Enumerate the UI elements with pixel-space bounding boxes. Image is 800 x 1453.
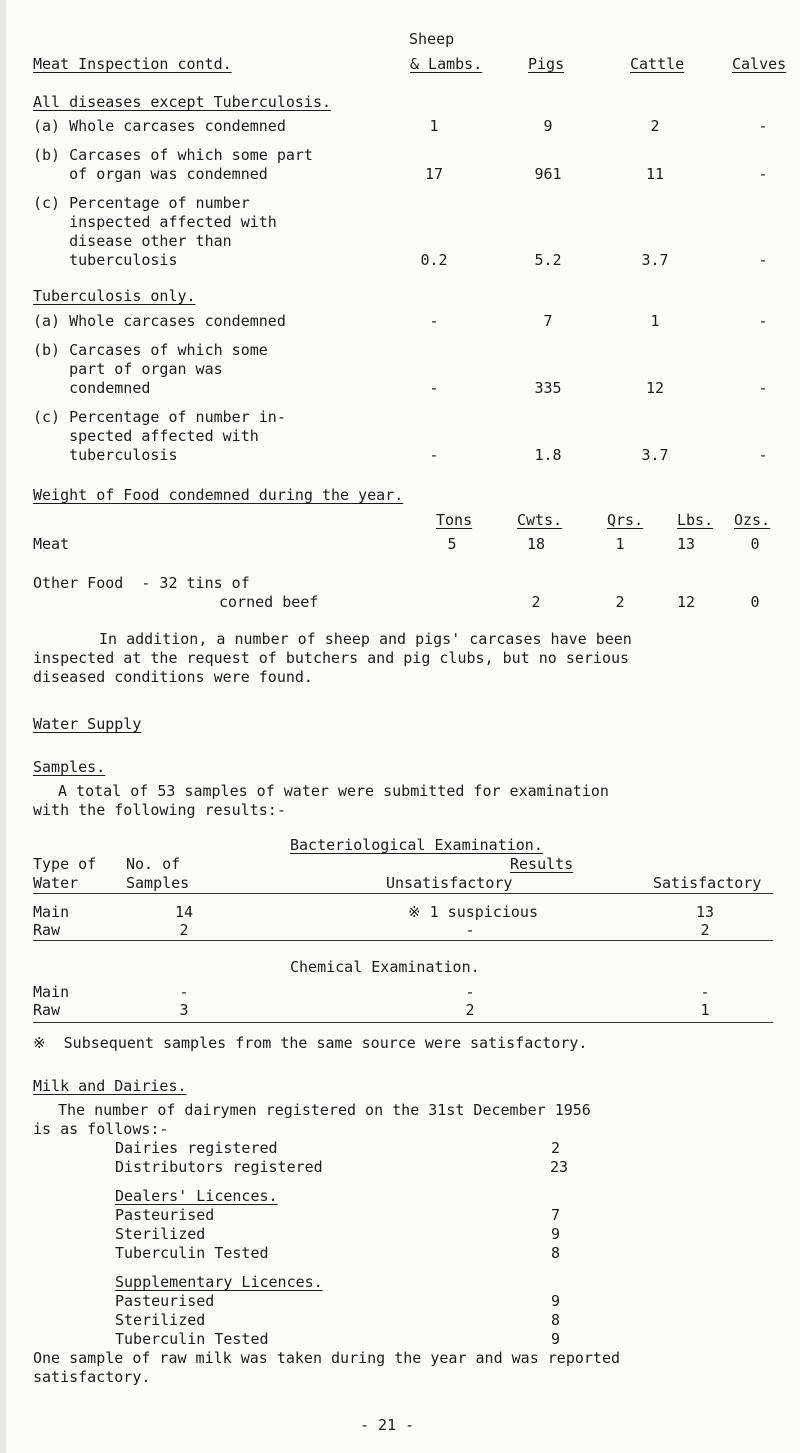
cell-calves: -	[758, 165, 768, 183]
cell-lbs: 12	[676, 593, 696, 611]
list-item-label: Distributors registered	[115, 1158, 323, 1176]
cell-pigs: 9	[543, 117, 553, 135]
col-sheep-line2: & Lambs.	[410, 55, 483, 73]
cell-cattle: 3.7	[641, 251, 669, 269]
col-pigs: Pigs	[528, 55, 565, 73]
col-type-line1: Type of	[33, 855, 97, 873]
cell-sheep: -	[429, 446, 439, 464]
cell-satisfactory: 13	[695, 903, 715, 921]
cell-ozs: 0	[750, 535, 760, 553]
subheading-supplementary: Supplementary Licences.	[115, 1273, 323, 1291]
row-label: (b) Carcases of which some part	[33, 146, 313, 164]
row-label: (b) Carcases of which some	[33, 341, 268, 359]
other-food-label: Other Food - 32 tins of	[33, 574, 250, 592]
cell-pigs: 335	[534, 379, 562, 397]
section-heading-milk: Milk and Dairies.	[33, 1077, 187, 1095]
list-item-value: 9	[550, 1330, 560, 1348]
list-item-label: Pasteurised	[115, 1292, 215, 1310]
cell-no: 3	[179, 1001, 189, 1019]
cell-qrs: 2	[615, 593, 625, 611]
paragraph-line: satisfactory.	[33, 1368, 151, 1386]
cell-no: 14	[174, 903, 194, 921]
cell-unsatisfactory: ※ 1 suspicious	[408, 903, 538, 921]
cell-sheep: -	[429, 379, 439, 397]
list-item-value: 8	[550, 1311, 560, 1329]
bacteriological-heading: Bacteriological Examination.	[290, 836, 543, 854]
col-no-line1: No. of	[126, 855, 181, 873]
col-unsatisfactory: Unsatisfactory	[386, 874, 513, 892]
cell-pigs: 961	[534, 165, 562, 183]
list-item-label: Tuberculin Tested	[115, 1244, 269, 1262]
row-label: tuberculosis	[33, 446, 178, 464]
meat-label: Meat	[33, 535, 70, 553]
cell-calves: -	[758, 312, 768, 330]
cell-pigs: 7	[543, 312, 553, 330]
cell-type: Main	[33, 903, 70, 921]
row-label: disease other than	[33, 232, 232, 250]
cell-cattle: 11	[645, 165, 665, 183]
row-label: (a) Whole carcases condemned	[33, 117, 286, 135]
col-lbs: Lbs.	[677, 511, 714, 529]
col-results: Results	[510, 855, 574, 873]
chemical-heading: Chemical Examination.	[290, 958, 480, 976]
subheading-samples: Samples.	[33, 758, 106, 776]
cell-cwts: 2	[531, 593, 541, 611]
col-satisfactory: Satisfactory	[653, 874, 762, 892]
cell-no: -	[179, 983, 189, 1001]
cell-type: Raw	[33, 921, 61, 939]
section-heading-tb-only: Tuberculosis only.	[33, 287, 196, 305]
section-heading-all-diseases: All diseases except Tuberculosis.	[33, 93, 332, 111]
section-heading-weight: Weight of Food condemned during the year.	[33, 486, 404, 504]
cell-calves: -	[758, 251, 768, 269]
cell-satisfactory: 2	[700, 921, 710, 939]
row-label: tuberculosis	[33, 251, 178, 269]
col-type-line2: Water	[33, 874, 79, 892]
paragraph-line: The number of dairymen registered on the 31st December 1956	[58, 1101, 591, 1119]
table-rule	[33, 1022, 773, 1023]
col-tons: Tons	[436, 511, 473, 529]
cell-calves: -	[758, 446, 768, 464]
cell-cattle: 1	[650, 312, 660, 330]
paragraph-line: inspected at the request of butchers and pig clubs, but no serious	[33, 649, 630, 667]
cell-qrs: 1	[615, 535, 625, 553]
paragraph-line: diseased conditions were found.	[33, 668, 313, 686]
page-number: - 21 -	[360, 1416, 415, 1434]
row-label: spected affected with	[33, 427, 259, 445]
paragraph-line: In addition, a number of sheep and pigs' carcases have been	[99, 630, 632, 648]
row-label: part of organ was	[33, 360, 223, 378]
paragraph-line: with the following results:-	[33, 801, 286, 819]
cell-cattle: 2	[650, 117, 660, 135]
row-label: (c) Percentage of number in-	[33, 408, 286, 426]
cell-sheep: -	[429, 312, 439, 330]
cell-no: 2	[179, 921, 189, 939]
list-item-value: 9	[550, 1292, 560, 1310]
list-item-label: Tuberculin Tested	[115, 1330, 269, 1348]
col-no-line2: Samples	[126, 874, 190, 892]
cell-type: Main	[33, 983, 70, 1001]
list-item-label: Sterilized	[115, 1225, 206, 1243]
list-item-value: 8	[550, 1244, 560, 1262]
cell-pigs: 5.2	[534, 251, 562, 269]
cell-calves: -	[758, 117, 768, 135]
subheading-dealers: Dealers' Licences.	[115, 1187, 278, 1205]
cell-type: Raw	[33, 1001, 61, 1019]
cell-ozs: 0	[750, 593, 760, 611]
cell-unsatisfactory: -	[465, 983, 475, 1001]
list-item-value: 2	[550, 1139, 560, 1157]
paragraph-line: One sample of raw milk was taken during the year and was reported	[33, 1349, 620, 1367]
cell-cattle: 12	[645, 379, 665, 397]
cell-cattle: 3.7	[641, 446, 669, 464]
col-cattle: Cattle	[630, 55, 685, 73]
cell-lbs: 13	[676, 535, 696, 553]
cell-sheep: 17	[424, 165, 444, 183]
other-food-label: corned beef	[219, 593, 319, 611]
cell-pigs: 1.8	[534, 446, 562, 464]
col-calves: Calves	[732, 55, 787, 73]
col-sheep-line1: Sheep	[409, 30, 455, 48]
list-item-label: Sterilized	[115, 1311, 206, 1329]
list-item-value: 7	[550, 1206, 560, 1224]
cell-sheep: 0.2	[420, 251, 448, 269]
paragraph-line: A total of 53 samples of water were submitted for examination	[58, 782, 609, 800]
page-title: Meat Inspection contd.	[33, 55, 232, 73]
col-cwts: Cwts.	[517, 511, 563, 529]
list-item-value: 23	[549, 1158, 568, 1176]
table-rule	[33, 940, 773, 941]
table-rule	[33, 893, 773, 894]
cell-sheep: 1	[429, 117, 439, 135]
row-label: (c) Percentage of number	[33, 194, 250, 212]
paragraph-line: is as follows:-	[33, 1120, 169, 1138]
footnote: ※ Subsequent samples from the same source were satisfactory.	[33, 1034, 588, 1052]
col-ozs: Ozs.	[734, 511, 771, 529]
list-item-label: Dairies registered	[115, 1139, 278, 1157]
cell-calves: -	[758, 379, 768, 397]
cell-unsatisfactory: 2	[465, 1001, 475, 1019]
page-binding-edge	[0, 0, 6, 1453]
col-qrs: Qrs.	[607, 511, 644, 529]
cell-satisfactory: 1	[700, 1001, 710, 1019]
list-item-label: Pasteurised	[115, 1206, 215, 1224]
row-label: inspected affected with	[33, 213, 277, 231]
cell-unsatisfactory: -	[465, 921, 475, 939]
cell-cwts: 18	[526, 535, 546, 553]
section-heading-water: Water Supply	[33, 715, 142, 733]
cell-tons: 5	[447, 535, 457, 553]
row-label: of organ was condemned	[33, 165, 268, 183]
row-label: condemned	[33, 379, 151, 397]
row-label: (a) Whole carcases condemned	[33, 312, 286, 330]
list-item-value: 9	[550, 1225, 560, 1243]
cell-satisfactory: -	[700, 983, 710, 1001]
